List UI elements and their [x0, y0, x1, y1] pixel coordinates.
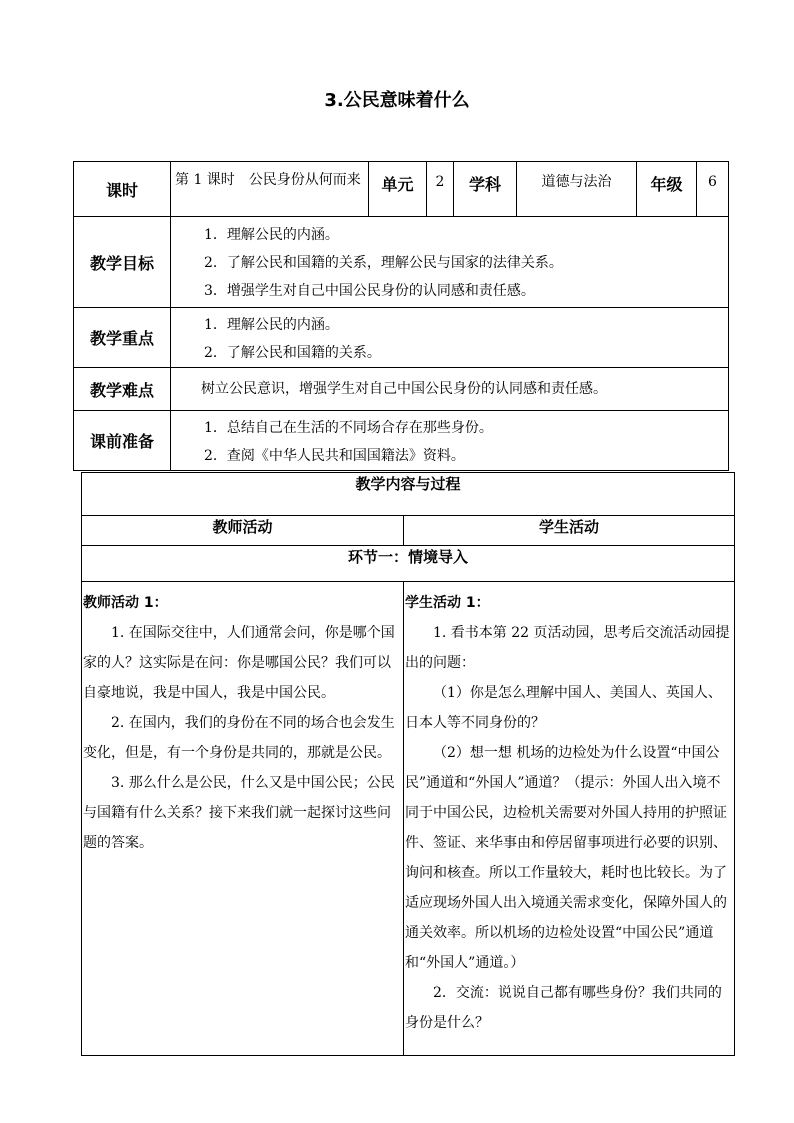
teacher-paragraph: 3. 那么什么是公民，什么又是中国公民；公民与国籍有什么关系？接下来我们就一起探讨这些问题的答案。: [83, 775, 395, 851]
student-activity-title: 学生活动 1：: [405, 595, 490, 611]
keshi-label: 课时: [74, 162, 171, 217]
objective-item: 3．增强学生对自己中国公民身份的认同感和责任感。: [204, 283, 535, 299]
objectives-label: 教学目标: [74, 217, 171, 308]
difficulties-cell: [171, 368, 729, 411]
objectives-list: [171, 217, 729, 308]
xueke-value: 道德与法治: [517, 162, 637, 217]
process-table: [81, 472, 735, 1056]
key-points-list: [171, 308, 729, 368]
student-paragraph: 2．交流：说说自己都有哪些身份？我们共同的身份是什么？: [405, 985, 722, 1031]
objective-item: 2．了解公民和国籍的关系，理解公民与国家的法律关系。: [204, 255, 563, 271]
student-paragraph: （1）你是怎么理解中国人、美国人、英国人、日本人等不同身份的？: [405, 685, 722, 731]
nianji-value: 6: [697, 162, 729, 217]
lesson-info-table: [73, 161, 729, 471]
student-paragraph: （2）想一想 机场的边检处为什么设置“中国公民”通道和“外国人”通道？（提示：外国人出入境不同于中国公民，边检机关需要对外国人持用的护照证件、签证、来华事由和停居留事项进行必要的识别、询问和核查。所以工作量较大，耗时也比较长。为了适应现场外国人出入境通关需求变化，保障外国人的通关效率。所以机场的边检处设置“中国公民”通道和“外国人”通道。）: [405, 745, 727, 971]
preparation-item: 2．查阅《中华人民共和国国籍法》资料。: [204, 448, 465, 464]
objective-item: 1．理解公民的内涵。: [204, 227, 339, 243]
xueke-label: 学科: [454, 162, 517, 217]
danyuan-label: 单元: [369, 162, 427, 217]
teacher-activity-cell: [82, 582, 404, 1056]
teacher-paragraph: 2. 在国内，我们的身份在不同的场合也会发生变化，但是，有一个身份是共同的，那就是公民。: [83, 715, 395, 761]
nianji-label: 年级: [637, 162, 697, 217]
key-point-item: 1．理解公民的内涵。: [204, 317, 339, 333]
key-point-item: 2．了解公民和国籍的关系。: [204, 345, 381, 361]
teacher-activity-title: 教师活动 1：: [83, 595, 168, 611]
difficulties-label: 教学难点: [74, 368, 171, 411]
document-title: 3.公民意味着什么: [324, 90, 470, 111]
preparation-item: 1．总结自己在生活的不同场合存在那些身份。: [204, 420, 493, 436]
student-activity-cell: [404, 582, 735, 1056]
student-paragraph: 1. 看书本第 22 页活动园，思考后交流活动园提出的问题：: [405, 625, 730, 671]
key-points-label: 教学重点: [74, 308, 171, 368]
process-heading: 教学内容与过程: [82, 473, 735, 516]
difficulty-text: 树立公民意识，增强学生对自己中国公民身份的认同感和责任感。: [201, 381, 607, 397]
section-heading: 环节一：情境导入: [82, 546, 735, 582]
preparation-label: 课前准备: [74, 411, 171, 471]
preparation-list: [171, 411, 729, 471]
teacher-column-header: 教师活动: [82, 516, 404, 546]
danyuan-value: 2: [427, 162, 454, 217]
keshi-value: 第 1 课时 公民身份从何而来: [171, 162, 369, 217]
student-column-header: 学生活动: [404, 516, 735, 546]
teacher-paragraph: 1. 在国际交往中，人们通常会问，你是哪个国家的人？这实际是在问：你是哪国公民？我们可以自豪地说，我是中国人，我是中国公民。: [83, 625, 395, 701]
